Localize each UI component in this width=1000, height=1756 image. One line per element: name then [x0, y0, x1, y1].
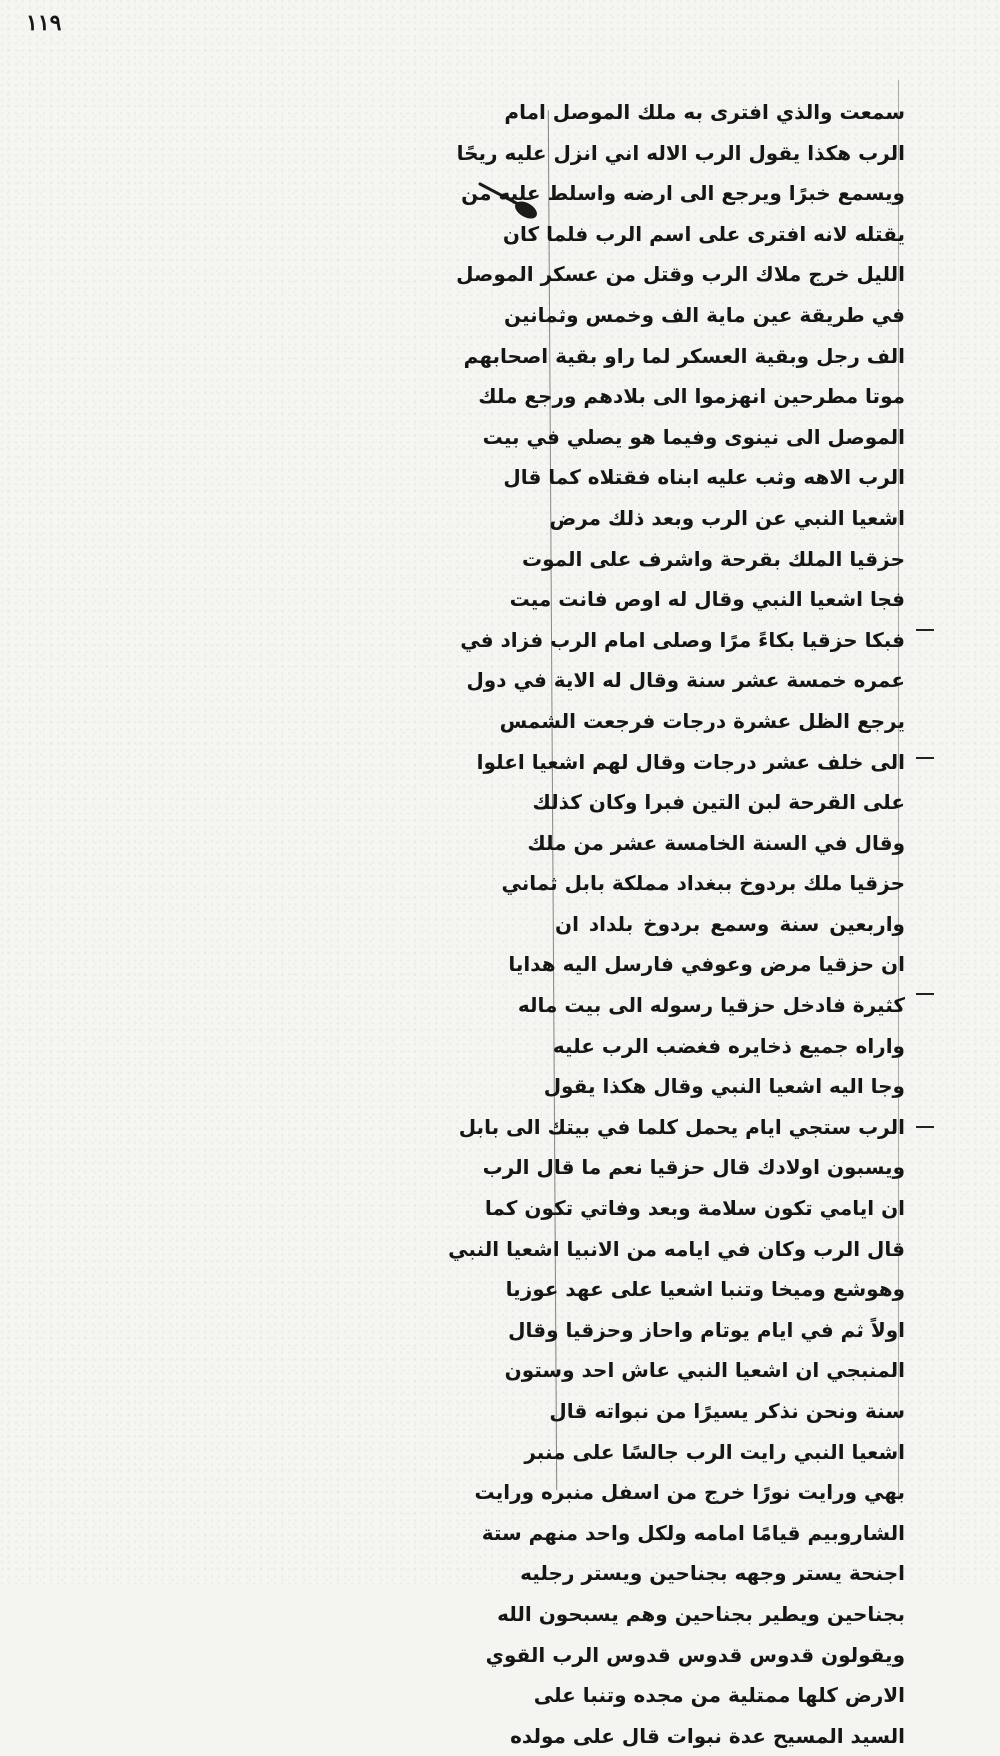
margin-dash	[916, 993, 934, 995]
text-line: الرب هكذا يقول الرب الاله اني انزل عليه ريحًا	[456, 140, 905, 165]
text-line: ان حزقيا مرض وعوفي فارسل اليه هدايا	[508, 952, 905, 977]
text-line: اشعيا النبي رايت الرب جالسًا على منبر	[524, 1439, 905, 1464]
text-line: السيد المسيح عدة نبوات قال على مولده	[510, 1723, 905, 1748]
text-line: يقتله لانه افترى على اسم الرب فلما كان	[502, 221, 905, 246]
text-line: ويسبون اولادك قال حزقيا نعم ما قال الرب	[482, 1155, 905, 1180]
text-line: بهي ورايت نورًا خرج من اسفل منبره ورايت	[474, 1480, 905, 1505]
margin-dash	[916, 757, 934, 759]
text-line: واراه جميع ذخايره فغضب الرب عليه	[552, 1033, 905, 1058]
text-line: اولاً ثم في ايام يوتام واحاز وحزقيا وقال	[508, 1317, 905, 1342]
text-line: اشعيا النبي عن الرب وبعد ذلك مرض	[549, 505, 905, 530]
text-line: الى خلف عشر درجات وقال لهم اشعيا اعلوا	[476, 749, 905, 774]
text-line: كثيرة فادخل حزقيا رسوله الى بيت ماله	[517, 993, 905, 1018]
text-line: الف رجل وبقية العسكر لما راو بقية اصحابهم	[463, 343, 905, 368]
text-line: فجا اشعيا النبي وقال له اوص فانت ميت	[509, 587, 905, 612]
text-line: الشاروبيم قيامًا امامه ولكل واحد منهم ستة	[481, 1520, 905, 1545]
text-line: في طريقة عين ماية الف وخمس وثمانين	[503, 302, 905, 327]
text-line: وهوشع وميخا وتنبا اشعيا على عهد عوزيا	[505, 1277, 905, 1302]
text-line: حزقيا الملك بقرحة واشرف على الموت	[522, 546, 905, 571]
text-line: يرجع الظل عشرة درجات فرجعت الشمس	[499, 708, 905, 733]
margin-dash	[916, 1126, 934, 1128]
text-line: سمعت والذي افترى به ملك الموصل امام	[504, 100, 905, 124]
text-line: الليل خرج ملاك الرب وقتل من عسكر الموصل	[456, 262, 905, 287]
text-line: الرب الاهه وثب عليه ابناه فقتلاه كما قال	[503, 465, 905, 490]
text-line: المنبجي ان اشعيا النبي عاش احد وستون	[504, 1358, 905, 1383]
margin-dash	[916, 629, 934, 631]
text-line: قال الرب وكان في ايامه من الانبيا اشعيا النبي	[448, 1236, 905, 1261]
text-line: وجا اليه اشعيا النبي وقال هكذا يقول	[543, 1074, 905, 1099]
text-line: الرب ستجي ايام يحمل كلما في بيتك الى بابل	[458, 1114, 905, 1139]
text-line: فبكا حزقيا بكاءً مرًا وصلى امام الرب فزاد في	[460, 627, 905, 652]
text-line: موتا مطرحين انهزموا الى بلادهم ورجع ملك	[478, 384, 905, 409]
text-line: الموصل الى نينوى وفيما هو يصلي في بيت	[482, 424, 905, 449]
text-line: الارض كلها ممتلية من مجده وتنبا على	[533, 1683, 905, 1708]
text-line: حزقيا ملك بردوخ ببغداد مملكة بابل ثماني	[501, 871, 905, 896]
handwritten-text-column	[448, 92, 905, 1756]
text-line: واربعين سنة وسمع بردوخ بلداد ان	[555, 911, 905, 936]
page-number: ١١٩	[26, 10, 62, 36]
text-line: ان ايامي تكون سلامة وبعد وفاتي تكون كما	[484, 1196, 905, 1221]
text-line: بجناحين ويطير بجناحين وهم يسبحون الله	[497, 1601, 905, 1626]
text-line: على القرحة لبن التين فبرا وكان كذلك	[532, 790, 905, 815]
text-line: عمره خمسة عشر سنة وقال له الاية في دول	[466, 668, 905, 693]
text-line: اجنحة يستر وجهه بجناحين ويستر رجليه	[520, 1561, 905, 1586]
text-line: وقال في السنة الخامسة عشر من ملك	[527, 830, 905, 855]
text-line: ويقولون قدوس قدوس قدوس الرب القوي	[485, 1642, 905, 1667]
text-line: سنة ونحن نذكر يسيرًا من نبواته قال	[549, 1399, 905, 1423]
text-line: ويسمع خبرًا ويرجع الى ارضه واسلط عليه من	[461, 181, 905, 206]
